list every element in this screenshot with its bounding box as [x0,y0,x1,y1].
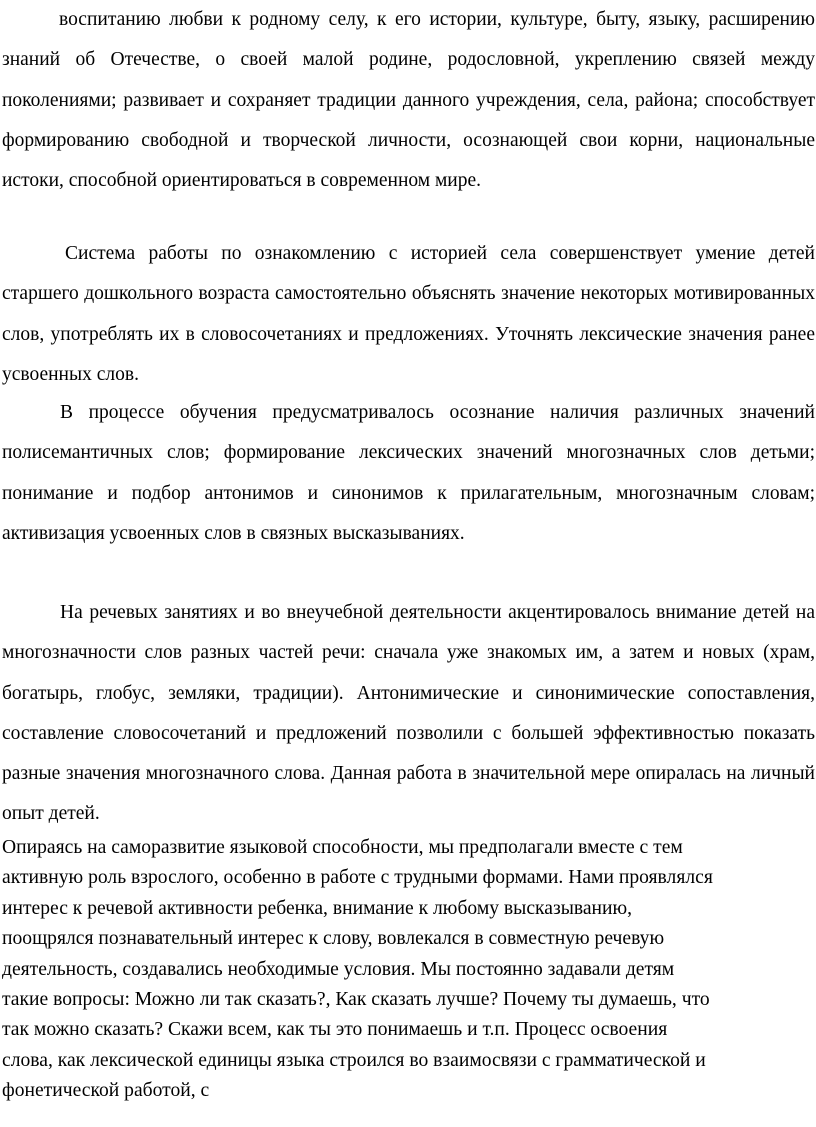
paragraph-self-development: Опираясь на саморазвитие языковой способности, мы предполагали вместе с тем активную роль взрослого, особенно в работе с трудными формами. Нами проявлялся интерес к речевой активности ребенка, внимание к любому высказыванию, поощрялся познавательный интерес к слову, вовлекался в совместную речевую деятельность, создавались необходимые условия. Мы постоянно задавали детям такие вопросы: Можно ли так сказать?, Как сказать лучше? Почему ты думаешь, что так можно сказать? Скажи всем, как ты это понимаешь и т.п. Процесс освоения слова, как лексической единицы языка строился во взаимосвязи с грамматической и фонетической работой, с [2,837,713,1102]
paragraph-learning-process: В процессе обучения предусматривалось осознание наличия различных значений полисемантичных слов; формирование лексических значений многозначных слов детьми; понимание и подбор антонимов и синонимов к прилагательным, многозначным словам; активизация усвоенных слов в связных высказываниях. [2,402,815,544]
paragraph-speech-lessons: На речевых занятиях и во внеучебной деятельности акцентировалось внимание детей на многозначности слов разных частей речи: сначала уже знакомых им, а затем и новых (храм, богатырь, глобус, земляки, традиции). Антонимические и синонимические сопоставления, составление словосочетаний и предложений позволили с большей эффективностью показать разные значения многозначного слова. Данная работа в значительной мере опиралась на личный опыт детей. [2,602,815,825]
paragraph-continuation: воспитанию любви к родному селу, к его истории, культуре, быту, языку, расширению знаний об Отечестве, о своей малой родине, родословной, укреплению связей между поколениями; развивает и сохраняет традиции данного учреждения, села, района; способствует формированию свободной и творческой личности, осознающей свои корни, национальные истоки, способной ориентироваться в современном мире. [2,9,815,192]
paragraph-system-of-work: Система работы по ознакомлению с историей села совершенствует умение детей старшего дошкольного возраста самостоятельно объяснять значение некоторых мотивированных слов, употреблять их в словосочетаниях и предложениях. Уточнять лексические значения ранее усвоенных слов. [2,243,815,385]
